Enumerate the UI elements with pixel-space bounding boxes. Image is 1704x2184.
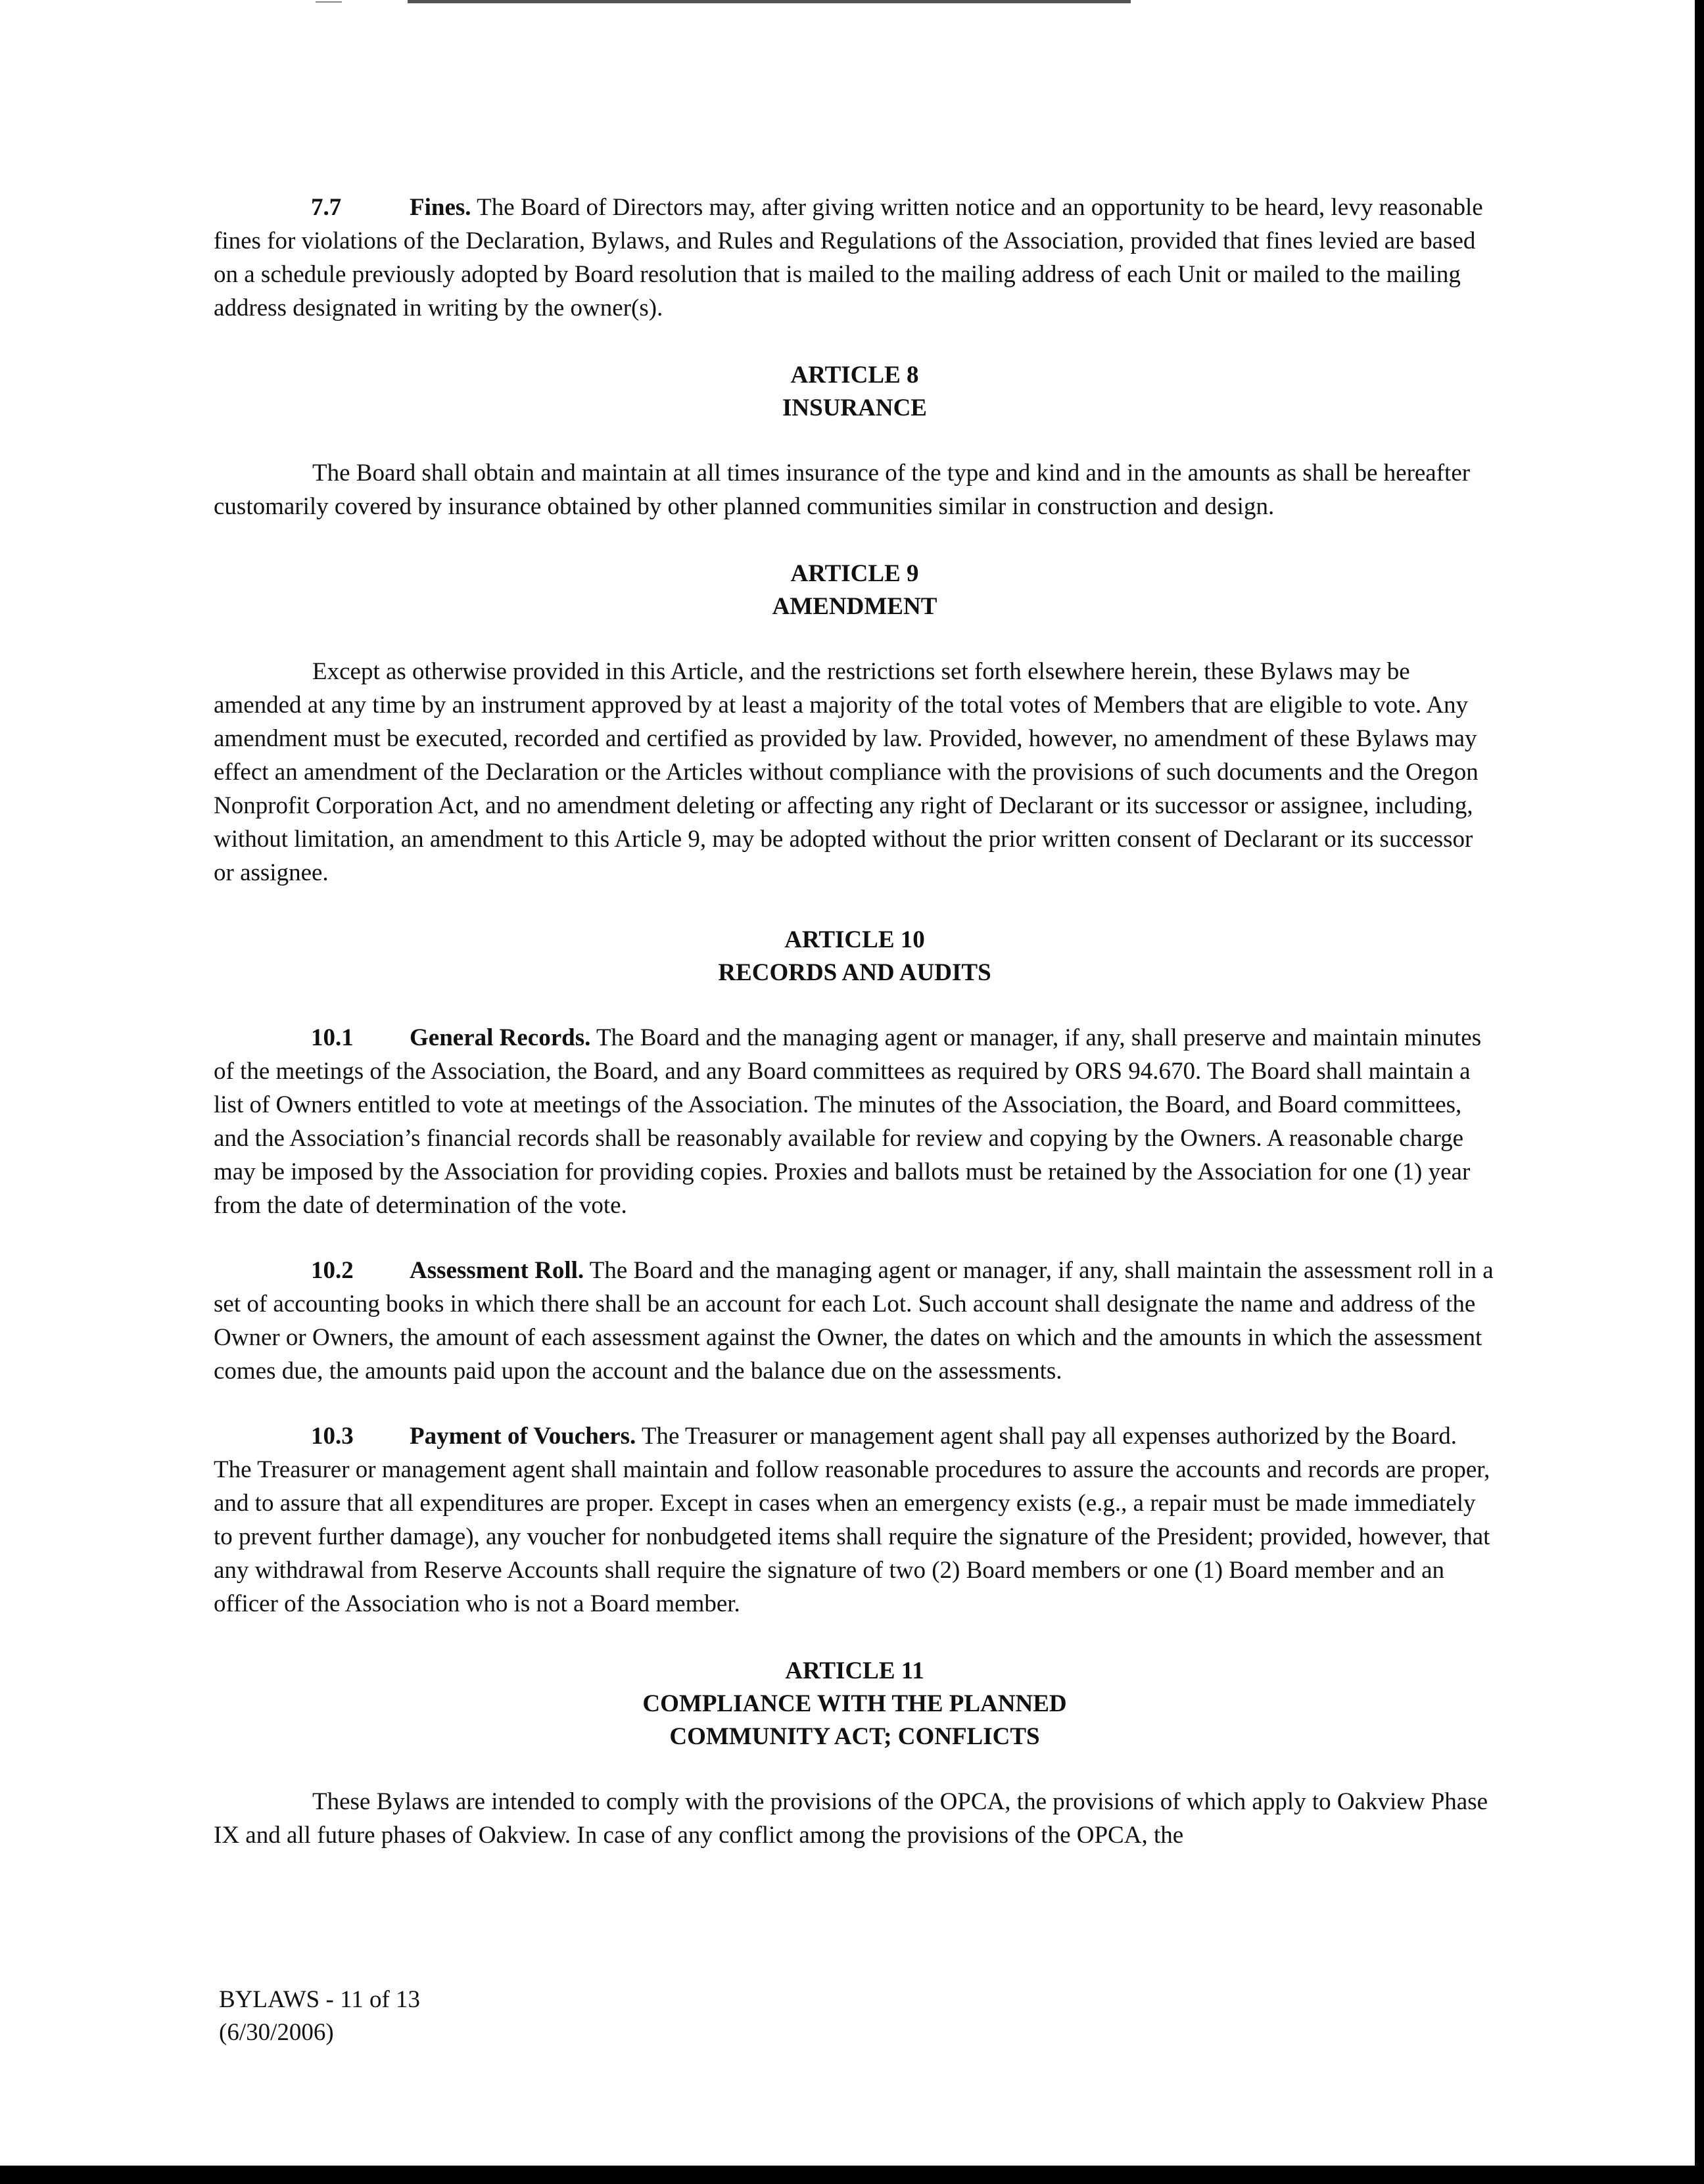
spacer <box>214 325 1496 359</box>
section-title: Assessment Roll. <box>410 1257 584 1284</box>
document-page <box>214 191 1496 1852</box>
article-title: INSURANCE <box>782 394 927 421</box>
section-10-2 <box>214 1254 1496 1388</box>
section-text: The Board and the managing agent or manager, if any, shall preserve and maintain minutes of the meetings of the Association, the Board, and any Board committees as required by ORS 94.670. The Board shall maintain a list of Owners entitled to vote at meetings of the Association. The minutes of the Association, the Board, and Board committees, and the Association’s financial records shall be reasonably available for review and copying by the Owners. A reasonable charge may be imposed by the Association for providing copies. Proxies and ballots must be retained by the Association for one (1) year from the date of determination of the vote. <box>214 1024 1482 1219</box>
spacer <box>214 890 1496 924</box>
article-11-text <box>214 1785 1496 1852</box>
article-body: These Bylaws are intended to comply with the provisions of the OPCA, the provisions of which apply to Oakview Phase IX and all future phases of Oakview. In case of any conflict among the provisions of the OPCA, the <box>214 1788 1488 1849</box>
footer-date: (6/30/2006) <box>219 2019 334 2046</box>
spacer <box>214 523 1496 558</box>
article-number: ARTICLE 8 <box>790 362 919 389</box>
section-title: General Records. <box>410 1024 591 1051</box>
spacer <box>214 425 1496 456</box>
spacer <box>214 1388 1496 1419</box>
section-number: 7.7 <box>311 194 342 221</box>
article-body: Except as otherwise provided in this Article, and the restrictions set forth elsewhere herein, these Bylaws may be amended at any time by an instrument approved by at least a majority of the total votes of Members that are eligible to vote. Any amendment must be executed, recorded and certified as provided by law. Provided, however, no amendment of these Bylaws may effect an amendment of the Declaration or the Articles without compliance with the provisions of such documents and the Oregon Nonprofit Corporation Act, and no amendment deleting or affecting any right of Declarant or its successor or assignee, including, without limitation, an amendment to this Article 9, may be adopted without the prior written consent of Declarant or its successor or assignee. <box>214 658 1479 886</box>
spacer <box>214 1222 1496 1254</box>
article-9-text <box>214 655 1496 890</box>
spacer <box>214 623 1496 655</box>
article-title: AMENDMENT <box>772 593 937 620</box>
section-number: 10.3 <box>311 1423 354 1450</box>
article-number: ARTICLE 9 <box>790 560 919 587</box>
scan-artifact-top-rule <box>408 0 1131 3</box>
section-title: Fines. <box>410 194 471 221</box>
page-footer <box>219 1983 420 2049</box>
article-11-heading <box>214 1655 1496 1753</box>
article-title-line-2: COMMUNITY ACT; CONFLICTS <box>669 1723 1040 1750</box>
section-text: The Board and the managing agent or manager, if any, shall maintain the assessment roll in a set of accounting books in which there shall be an account for each Lot. Such account shall designate the name and address of the Owner or Owners, the amount of each assessment against the Owner, the dates on which and the amounts in which the assessment comes due, the amounts paid upon the account and the balance due on the assessments. <box>214 1257 1494 1385</box>
section-10-3 <box>214 1419 1496 1621</box>
footer-page-label: BYLAWS - 11 of 13 <box>219 1986 421 2013</box>
scan-artifact-bottom-edge <box>0 2166 1704 2184</box>
article-9-heading <box>214 558 1496 623</box>
article-body: The Board shall obtain and maintain at all times insurance of the type and kind and in the amounts as shall be hereafter customarily covered by insurance obtained by other planned communities similar in construction and design. <box>214 460 1471 520</box>
spacer <box>214 989 1496 1021</box>
section-10-1 <box>214 1021 1496 1222</box>
article-10-heading <box>214 924 1496 989</box>
section-number: 10.1 <box>311 1024 354 1051</box>
spacer <box>214 1621 1496 1655</box>
article-8-heading <box>214 359 1496 425</box>
article-title-line-1: COMPLIANCE WITH THE PLANNED <box>642 1690 1067 1717</box>
scan-artifact-right-edge <box>1695 0 1704 2184</box>
section-text: The Board of Directors may, after giving written notice and an opportunity to be heard, levy reasonable fines for violations of the Declaration, Bylaws, and Rules and Regulations of the Association, provided that fines levied are based on a schedule previously adopted by Board resolution that is mailed to the mailing address of each Unit or mailed to the mailing address designated in writing by the owner(s). <box>214 194 1483 321</box>
scan-artifact-mark <box>316 1 342 3</box>
article-8-text <box>214 456 1496 523</box>
article-number: ARTICLE 10 <box>784 926 925 953</box>
article-title: RECORDS AND AUDITS <box>718 959 991 986</box>
section-7-7 <box>214 191 1496 325</box>
section-number: 10.2 <box>311 1257 354 1284</box>
spacer <box>214 1753 1496 1785</box>
article-number: ARTICLE 11 <box>785 1657 924 1684</box>
section-title: Payment of Vouchers. <box>410 1423 636 1450</box>
section-text: The Treasurer or management agent shall pay all expenses authorized by the Board. The Treasurer or management agent shall maintain and follow reasonable procedures to assure the accounts and records are proper, and to assure that all expenditures are proper. Except in cases when an emergency exists (e.g., a repair must be made immediately to prevent further damage), any voucher for nonbudgeted items shall require the signature of the President; provided, however, that any withdrawal from Reserve Accounts shall require the signature of two (2) Board members or one (1) Board member and an officer of the Association who is not a Board member. <box>214 1423 1490 1617</box>
